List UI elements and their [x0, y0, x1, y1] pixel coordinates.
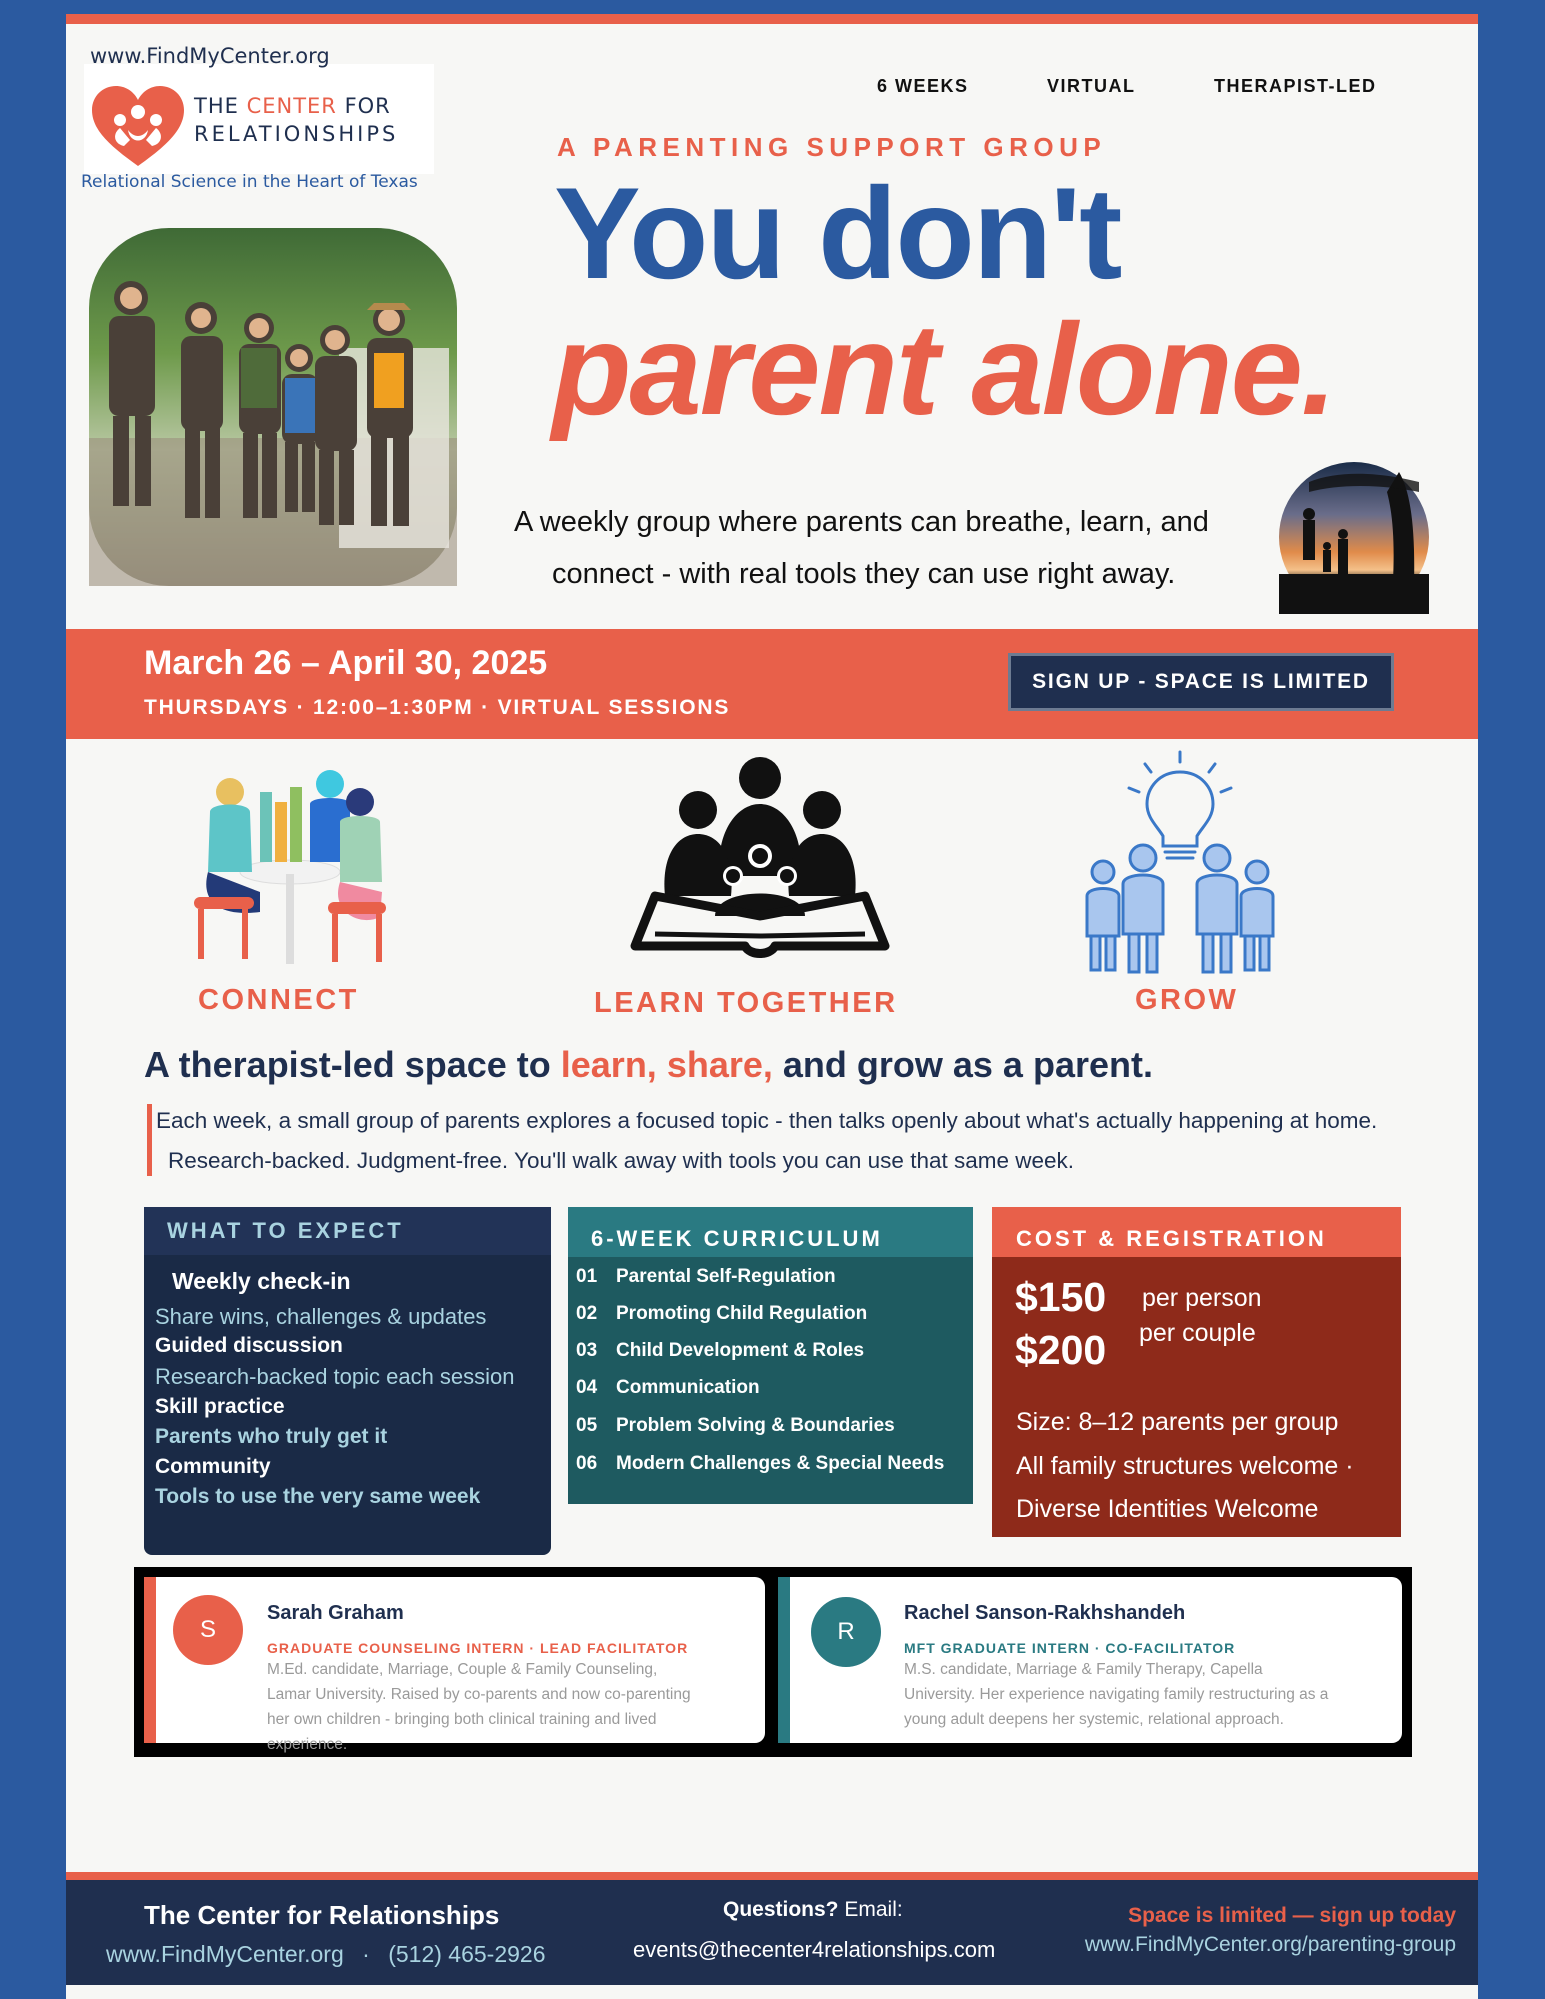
- logo-wordmark-line2: RELATIONSHIPS: [194, 122, 399, 146]
- expect-item-heading: Guided discussion: [155, 1334, 343, 1357]
- intro-heading: A therapist-led space to learn, share, and grow as a parent.: [144, 1044, 1153, 1085]
- facilitator-bio: M.S. candidate, Marriage & Family Therapy, Capella University. Her experience navigating family restructuring as a young adult deepens her systemic, relational approach.: [904, 1661, 1329, 1728]
- top-accent-bar: [66, 14, 1478, 24]
- cost-card: [992, 1207, 1401, 1537]
- website-link[interactable]: www.FindMyCenter.org: [90, 44, 330, 68]
- signup-button-label: SIGN UP - SPACE IS LIMITED: [1032, 670, 1370, 693]
- price-person: $150: [1015, 1274, 1107, 1320]
- footer-signup-link[interactable]: www.FindMyCenter.org/parenting-group: [1084, 1933, 1456, 1956]
- expect-item-heading: Community: [155, 1455, 271, 1478]
- hero-eyebrow: A PARENTING SUPPORT GROUP: [557, 132, 1107, 162]
- curriculum-item: 05 Problem Solving & Boundaries: [576, 1415, 895, 1436]
- expect-item-text: Share wins, challenges & updates: [155, 1304, 487, 1329]
- banner-dates: March 26 – April 30, 2025: [144, 644, 548, 682]
- footer-phone-link[interactable]: (512) 465-2926: [388, 1941, 546, 1967]
- curriculum-item: 03 Child Development & Roles: [576, 1340, 865, 1361]
- facilitator-card-sarah: [144, 1577, 765, 1753]
- price-couple-label: per couple: [1139, 1319, 1256, 1347]
- facilitator-name: Sarah Graham: [267, 1602, 404, 1624]
- curriculum-item: 02 Promoting Child Regulation: [576, 1303, 868, 1324]
- footer-accent-bar: [66, 1872, 1478, 1880]
- curriculum-card: [568, 1207, 973, 1504]
- feature-pill-therapist: THERAPIST-LED: [1214, 76, 1377, 96]
- expect-item-text: Tools to use the very same week: [155, 1485, 481, 1508]
- welcome-line2: Diverse Identities Welcome: [1016, 1495, 1319, 1523]
- curriculum-item: 06 Modern Challenges & Special Needs: [576, 1453, 945, 1474]
- pillar-connect-label: CONNECT: [198, 984, 359, 1016]
- facilitator-role: GRADUATE COUNSELING INTERN · LEAD FACILITATOR: [267, 1640, 689, 1656]
- curriculum-item: 01 Parental Self-Regulation: [576, 1266, 836, 1287]
- footer-website-link[interactable]: www.FindMyCenter.org: [106, 1941, 344, 1967]
- expect-item-text: Research-backed topic each session: [155, 1364, 515, 1389]
- pillar-grow-label: GROW: [1135, 984, 1239, 1016]
- intro-body-line1: Each week, a small group of parents explores a focused topic - then talks openly about what's actually happening at home.: [156, 1108, 1378, 1133]
- footer-questions: Questions? Email:: [723, 1898, 903, 1921]
- flyer-page: [66, 14, 1478, 1999]
- family-book-icon: [625, 756, 895, 966]
- price-couple: $200: [1015, 1327, 1107, 1373]
- lightbulb-family-icon: [1079, 754, 1281, 976]
- avatar: R: [811, 1597, 881, 1667]
- intro-accent-bar: [147, 1104, 152, 1176]
- expect-item-text: Parents who truly get it: [155, 1425, 388, 1448]
- signup-button[interactable]: [1008, 653, 1394, 711]
- logo-wordmark-line1: THE CENTER FOR: [194, 94, 391, 118]
- connect-illustration-icon: [190, 752, 390, 972]
- sunset-family-photo: [1279, 462, 1429, 612]
- expect-card: [144, 1207, 551, 1555]
- curriculum-card-title: 6-WEEK CURRICULUM: [591, 1226, 883, 1251]
- expect-item-heading: Skill practice: [155, 1395, 285, 1418]
- hero-subtitle-line2: connect - with real tools they can use right away.: [552, 558, 1176, 590]
- banner-schedule: THURSDAYS · 12:00–1:30PM · VIRTUAL SESSIONS: [144, 696, 731, 719]
- family-photo: [89, 228, 457, 586]
- facilitator-role: MFT GRADUATE INTERN · CO-FACILITATOR: [904, 1640, 1236, 1656]
- tagline: Relational Science in the Heart of Texas: [81, 172, 418, 192]
- avatar: S: [173, 1595, 243, 1665]
- curriculum-item: 04 Communication: [576, 1377, 760, 1398]
- hero-headline-line2: parent alone.: [552, 296, 1336, 442]
- group-size: Size: 8–12 parents per group: [1016, 1408, 1339, 1436]
- footer-org-name: The Center for Relationships: [144, 1900, 500, 1930]
- heart-logo-icon: [90, 84, 186, 170]
- hero-subtitle-line1: A weekly group where parents can breathe, learn, and: [514, 506, 1209, 538]
- expect-item-heading: Weekly check-in: [172, 1268, 351, 1294]
- expect-card-title: WHAT TO EXPECT: [167, 1218, 404, 1243]
- facilitator-name: Rachel Sanson-Rakhshandeh: [904, 1602, 1186, 1624]
- cost-card-title: COST & REGISTRATION: [1016, 1226, 1327, 1251]
- feature-pill-virtual: VIRTUAL: [1047, 76, 1136, 96]
- feature-pill-weeks: 6 WEEKS: [877, 76, 969, 96]
- footer-limited-text: Space is limited — sign up today: [1128, 1904, 1456, 1927]
- intro-body-line2: Research-backed. Judgment-free. You'll walk away with tools you can use that same week.: [168, 1148, 1075, 1173]
- facilitator-card-rachel: [778, 1577, 1402, 1743]
- facilitator-bio: M.Ed. candidate, Marriage, Couple & Family Counseling, Lamar University. Raised by co-parents and now co-parenting her own children - bringing both clinical training and lived experience.: [267, 1661, 691, 1753]
- price-person-label: per person: [1142, 1284, 1262, 1312]
- facilitator-accent-bar: [778, 1577, 790, 1743]
- welcome-line1: All family structures welcome ·: [1016, 1452, 1354, 1480]
- footer-contact: www.FindMyCenter.org · (512) 465-2926: [106, 1941, 546, 1967]
- pillar-learn-label: LEARN TOGETHER: [594, 987, 898, 1019]
- footer-email-link[interactable]: events@thecenter4relationships.com: [633, 1937, 996, 1962]
- hero-headline-line1: You don't: [554, 160, 1121, 306]
- facilitator-accent-bar: [144, 1577, 156, 1743]
